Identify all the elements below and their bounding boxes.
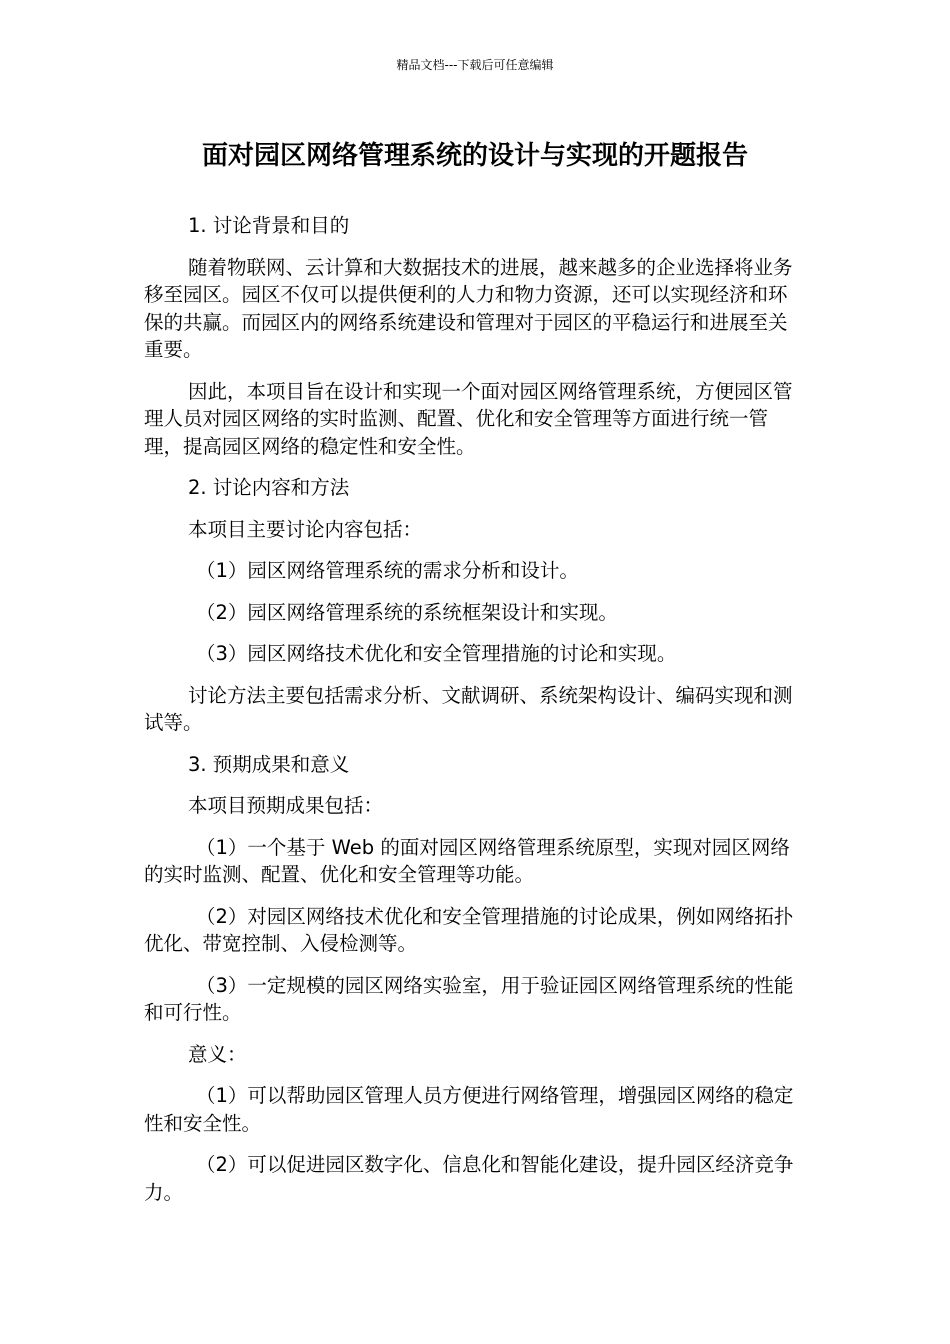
list-item-content-3: （3）园区网络技术优化和安全管理措施的讨论和实现。 — [196, 642, 677, 665]
paragraph-outcomes-intro: 本项目预期成果包括： — [188, 794, 384, 817]
list-item-outcome-3: （3）一定规模的园区网络实验室，用于验证园区网络管理系统的性能和可行性。 — [144, 973, 794, 1024]
section-heading-background: 1. 讨论背景和目的 — [188, 214, 350, 237]
section-heading-outcomes: 3. 预期成果和意义 — [188, 752, 350, 776]
document-title: 面对园区网络管理系统的设计与实现的开题报告 — [201, 141, 748, 171]
paragraph-content-intro: 本项目主要讨论内容包括： — [188, 517, 423, 541]
paragraph-significance-intro: 意义： — [188, 1042, 247, 1066]
document-body — [144, 212, 806, 1220]
list-item-significance-1: （1）可以帮助园区管理人员方便进行网络管理，增强园区网络的稳定性和安全性。 — [144, 1084, 794, 1135]
list-item-outcome-2: （2）对园区网络技术优化和安全管理措施的讨论成果，例如网络拓扑优化、带宽控制、入侵检测等。 — [144, 904, 794, 955]
paragraph-methods: 讨论方法主要包括需求分析、文献调研、系统架构设计、编码实现和测试等。 — [144, 683, 793, 734]
list-item-significance-2: （2）可以促进园区数字化、信息化和智能化建设，提升园区经济竞争力。 — [144, 1153, 794, 1204]
section-heading-content-methods: 2. 讨论内容和方法 — [188, 476, 350, 499]
list-item-content-2: （2）园区网络管理系统的系统框架设计和实现。 — [196, 600, 618, 624]
paragraph-background: 随着物联网、云计算和大数据技术的进展，越来越多的企业选择将业务移至园区。园区不仅可以提供便利的人力和物力资源，还可以实现经济和环保的共赢。而园区内的网络系统建设和管理对于园区的平稳运行和进展至关重要。 — [144, 255, 793, 361]
paragraph-purpose: 因此，本项目旨在设计和实现一个面对园区网络管理系统，方便园区管理人员对园区网络的实时监测、配置、优化和安全管理等方面进行统一管理，提高园区网络的稳定性和安全性。 — [144, 379, 793, 458]
list-item-outcome-1: （1）一个基于 Web 的面对园区网络管理系统原型，实现对园区网络的实时监测、配置、优化和安全管理等功能。 — [144, 835, 790, 886]
list-item-content-1: （1）园区网络管理系统的需求分析和设计。 — [196, 559, 579, 582]
page-header: 精品文档---下载后可任意编辑 — [396, 58, 554, 72]
